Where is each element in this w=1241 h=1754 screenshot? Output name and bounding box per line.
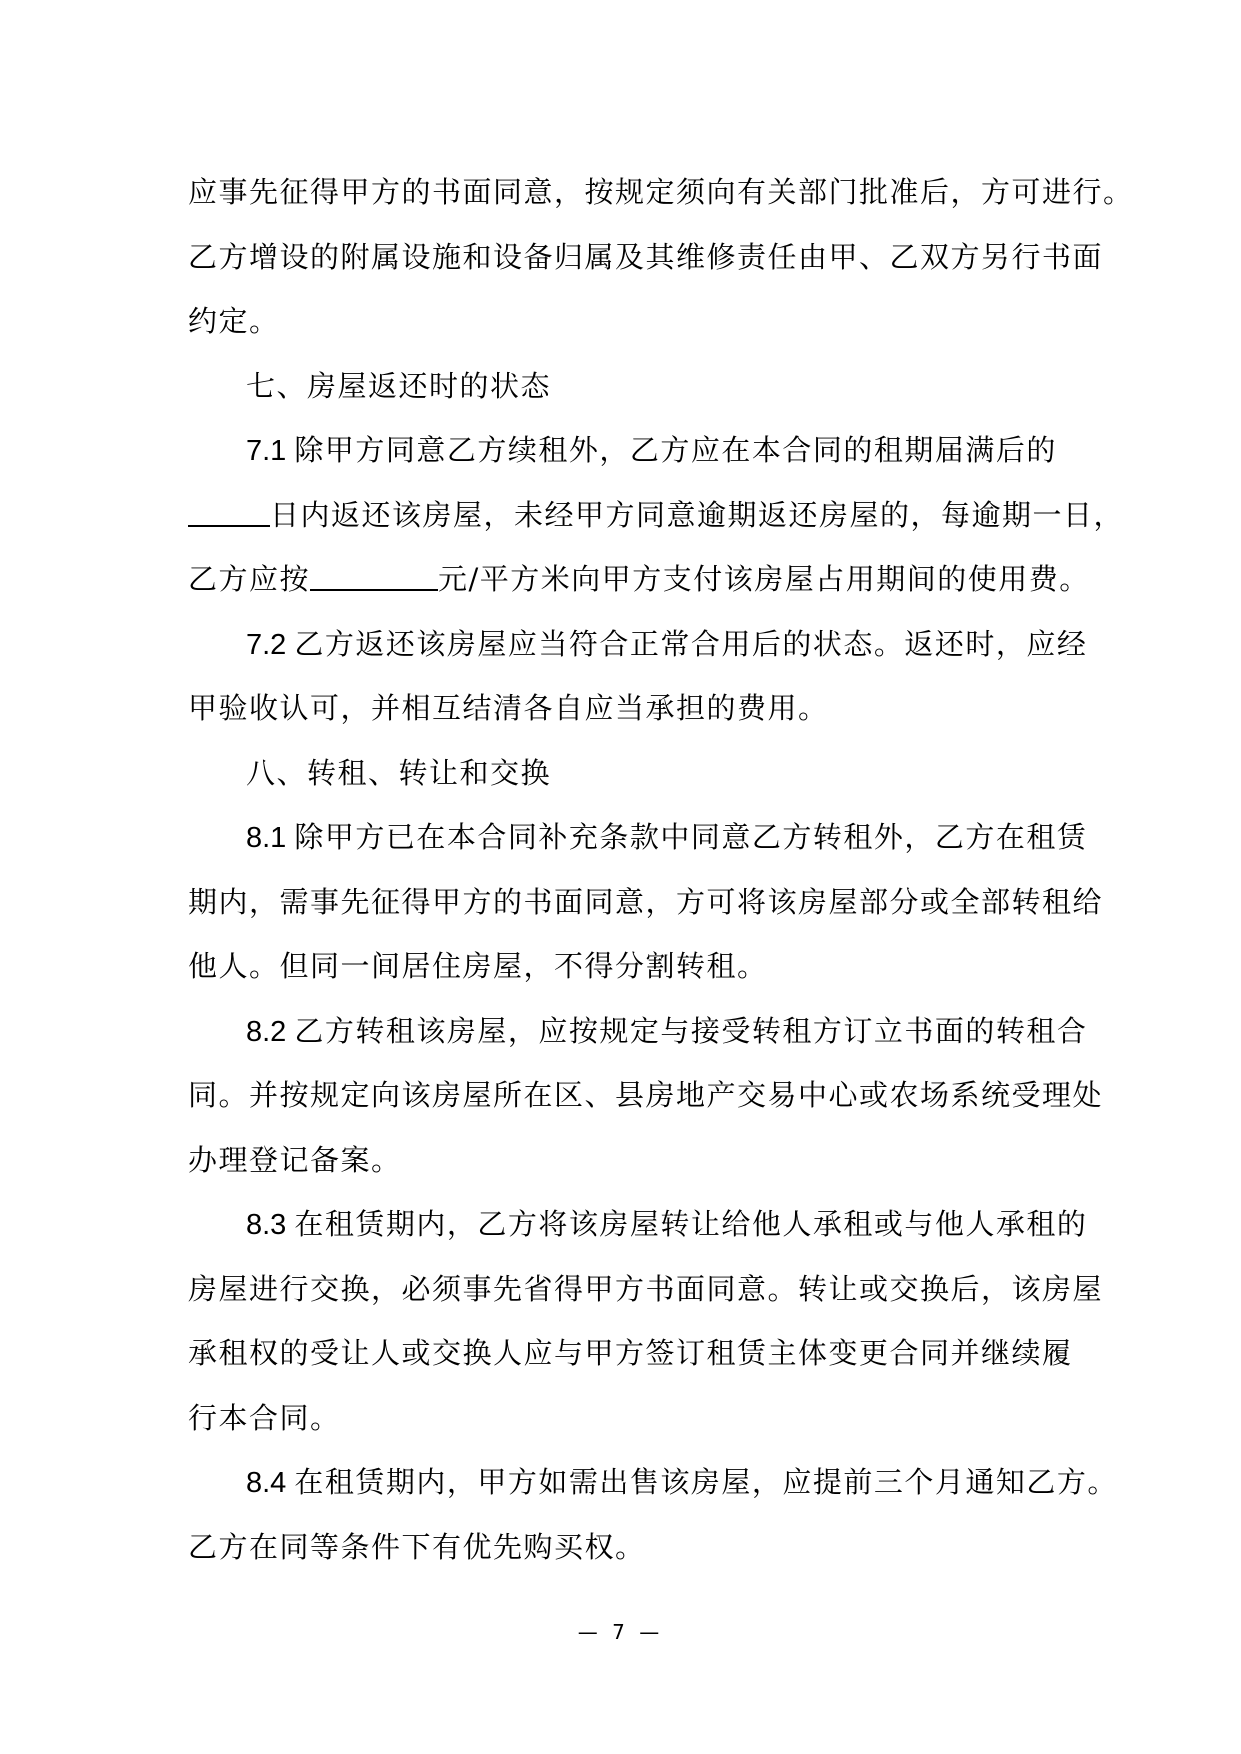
clause-text: 除甲方已在本合同补充条款中同意乙方转租外，乙方在租赁 bbox=[294, 820, 1088, 854]
text-line: 行本合同。 bbox=[188, 1400, 341, 1435]
clause-text: 乙方返还该房屋应当符合正常合用后的状态。返还时，应经 bbox=[294, 626, 1088, 661]
section-heading-8: 八、转租、转让和交换 bbox=[246, 755, 552, 790]
clause-7-1-line bbox=[188, 547, 1090, 612]
clause-number: 7.1 bbox=[246, 435, 287, 467]
text-line: 同。并按规定向该房屋所在区、县房地产交易中心或农场系统受理处 bbox=[188, 1078, 1104, 1112]
clause-number: 8.3 bbox=[246, 1209, 287, 1241]
clause-text: 日内返还该房屋，未经甲方同意逾期返还房屋的，每逾期一日， bbox=[270, 497, 1125, 532]
blank-fee-field bbox=[310, 563, 438, 591]
clause-text: 除甲方同意乙方续租外，乙方应在本合同的租期届满后的 bbox=[294, 433, 1057, 467]
text-line: 他人。但同一间居住房屋，不得分割转租。 bbox=[188, 949, 768, 983]
clause-text: 乙方应按 bbox=[188, 562, 311, 596]
text-line: 甲验收认可，并相互结清各自应当承担的费用。 bbox=[188, 691, 829, 725]
clause-text: 元/平方米向甲方支付该房屋占用期间的使用费。 bbox=[438, 562, 1090, 596]
clause-number: 8.1 bbox=[246, 822, 287, 854]
clause-8-2-line bbox=[188, 999, 1088, 1064]
text-line: 期内，需事先征得甲方的书面同意，方可将该房屋部分或全部转租给 bbox=[188, 884, 1104, 919]
clause-7-2-line bbox=[188, 612, 1088, 677]
clause-text: 在租赁期内，甲方如需出售该房屋，应提前三个月通知乙方。 bbox=[294, 1465, 1118, 1499]
clause-8-3-line bbox=[188, 1192, 1088, 1257]
clause-8-1-line bbox=[188, 805, 1088, 870]
section-heading-7: 七、房屋返还时的状态 bbox=[246, 368, 552, 403]
document-body bbox=[188, 160, 1134, 1579]
text-line: 乙方增设的附属设施和设备归属及其维修责任由甲、乙双方另行书面 bbox=[188, 239, 1104, 274]
page-number: — 7 — bbox=[577, 1620, 664, 1644]
clause-7-1-line bbox=[188, 483, 1125, 548]
clause-8-4-line bbox=[188, 1450, 1118, 1515]
text-line: 房屋进行交换，必须事先省得甲方书面同意。转让或交换后，该房屋 bbox=[188, 1271, 1104, 1306]
text-line: 承租权的受让人或交换人应与甲方签订租赁主体变更合同并继续履 bbox=[188, 1336, 1073, 1370]
clause-number: 8.4 bbox=[246, 1467, 287, 1499]
clause-number: 7.2 bbox=[246, 628, 287, 661]
clause-text: 在租赁期内，乙方将该房屋转让给他人承租或与他人承租的 bbox=[294, 1207, 1088, 1241]
clause-number: 8.2 bbox=[246, 1015, 287, 1048]
clause-text: 乙方转租该房屋，应按规定与接受转租方订立书面的转租合 bbox=[294, 1013, 1088, 1048]
clause-7-1-line bbox=[188, 418, 1058, 483]
text-line: 乙方在同等条件下有优先购买权。 bbox=[188, 1529, 646, 1564]
text-line: 办理登记备案。 bbox=[188, 1142, 402, 1177]
text-line: 应事先征得甲方的书面同意，按规定须向有关部门批准后，方可进行。 bbox=[188, 175, 1134, 209]
blank-days-field bbox=[188, 499, 270, 527]
text-line: 约定。 bbox=[188, 304, 280, 338]
